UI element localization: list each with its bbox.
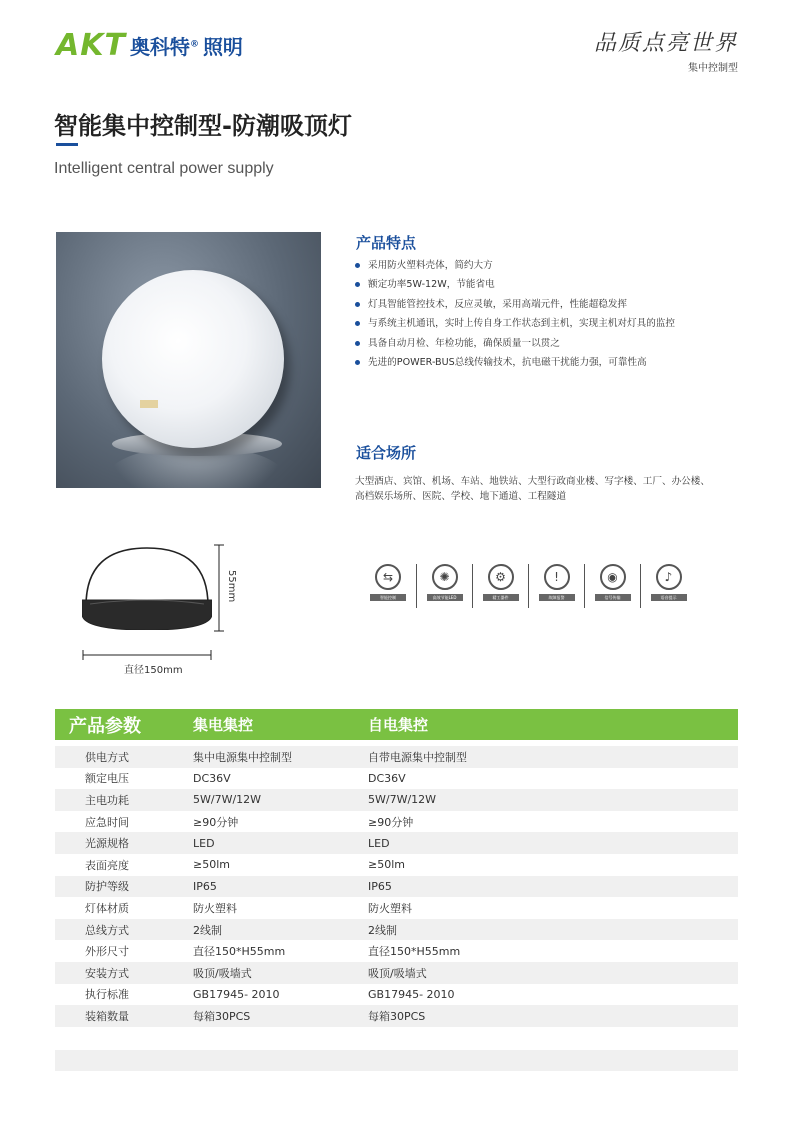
table-row	[55, 940, 738, 962]
param-value: ≥50lm	[193, 858, 230, 872]
icon-tag: 信号传输	[595, 594, 631, 601]
table-row	[55, 746, 738, 768]
icon-cell-signal	[584, 564, 640, 608]
param-name: 主电功耗	[85, 793, 129, 807]
param-value: GB17945- 2010	[193, 987, 280, 1001]
icon-cell-voice-prompt	[640, 564, 696, 608]
table-row	[55, 984, 738, 1006]
param-name: 装箱数量	[85, 1009, 129, 1023]
brand-logo	[56, 28, 243, 63]
logo-company-suffix: 照明	[202, 35, 243, 59]
components-icon: ⚙	[488, 564, 514, 590]
param-value: LED	[368, 836, 390, 850]
param-value: 防火塑料	[193, 901, 237, 915]
feature-item: 额定功率5W-12W，节能省电	[355, 278, 675, 297]
icon-cell-components	[472, 564, 528, 608]
parameter-table	[55, 709, 738, 1027]
icon-tag: 精工器件	[483, 594, 519, 601]
param-value: 吸顶/吸墙式	[193, 966, 252, 980]
lamp-diffuser	[102, 270, 284, 448]
width-label: 直径150mm	[124, 665, 183, 676]
param-name: 供电方式	[85, 750, 129, 764]
signal-icon: ◉	[600, 564, 626, 590]
param-value: 吸顶/吸墙式	[368, 966, 427, 980]
param-value: 直径150*H55mm	[368, 945, 461, 959]
slogan-category: 集中控制型	[688, 63, 738, 74]
width-dimension-line	[82, 649, 212, 661]
param-value: 2线制	[368, 923, 397, 937]
feature-item: 灯具智能管控技术，反应灵敏，采用高端元件，性能超稳发挥	[355, 298, 675, 317]
table-row	[55, 832, 738, 854]
table-row	[55, 789, 738, 811]
table-row	[55, 876, 738, 898]
features-list	[355, 259, 675, 375]
lamp-badge	[140, 400, 158, 408]
logo-mark: AKT	[56, 28, 126, 63]
icon-cell-smart-control	[360, 564, 416, 608]
param-value: GB17945- 2010	[368, 987, 455, 1001]
param-name: 光源规格	[85, 837, 129, 851]
icon-tag: 高效节能LED	[427, 594, 463, 601]
icon-cell-fault-alarm	[528, 564, 584, 608]
param-value: ≥50lm	[368, 858, 405, 872]
param-value: 2线制	[193, 923, 222, 937]
param-name: 额定电压	[85, 772, 129, 786]
icon-tag: 语音提示	[651, 594, 687, 601]
table-row	[55, 962, 738, 984]
table-header-cell: 集电集控	[193, 716, 254, 734]
smart-control-icon: ⇆	[375, 564, 401, 590]
slogan	[594, 26, 738, 74]
dimension-drawing	[82, 544, 212, 630]
feature-item: 先进的POWER-BUS总线传输技术，抗电磁干扰能力强，可靠性高	[355, 356, 675, 375]
logo-company-name: 奥科特®	[129, 35, 199, 59]
param-value: 每箱30PCS	[368, 1009, 426, 1023]
table-row	[55, 854, 738, 876]
table-row	[55, 1005, 738, 1027]
param-name: 总线方式	[85, 923, 129, 937]
table-header-cell: 自电集控	[368, 716, 429, 734]
param-value: 自带电源集中控制型	[368, 750, 467, 764]
fault-alarm-icon: !	[544, 564, 570, 590]
table-row	[55, 897, 738, 919]
param-value: 5W/7W/12W	[193, 793, 262, 807]
feature-item: 采用防火塑料壳体，简约大方	[355, 259, 675, 278]
param-name: 灯体材质	[85, 901, 129, 915]
page-title: 智能集中控制型-防潮吸顶灯	[54, 112, 352, 140]
param-name: 外形尺寸	[85, 945, 129, 959]
feature-item: 与系统主机通讯，实时上传自身工作状态到主机，实现主机对灯具的监控	[355, 317, 675, 336]
features-heading: 产品特点	[356, 234, 417, 252]
product-photo	[56, 232, 321, 488]
param-name: 安装方式	[85, 966, 129, 980]
param-value: ≥90分钟	[368, 815, 414, 829]
table-row	[55, 919, 738, 941]
table-row	[55, 768, 738, 790]
param-name: 应急时间	[85, 815, 129, 829]
param-value: 5W/7W/12W	[368, 793, 437, 807]
param-name: 执行标准	[85, 988, 129, 1002]
param-value: DC36V	[368, 771, 406, 785]
page-subtitle: Intelligent central power supply	[54, 160, 274, 177]
height-dimension-line	[212, 544, 226, 632]
title-underline	[56, 143, 78, 146]
param-value: LED	[193, 836, 215, 850]
height-label: 55mm	[226, 570, 237, 603]
table-footer-bar	[55, 1050, 738, 1071]
icon-tag: 故障报警	[539, 594, 575, 601]
places-heading: 适合场所	[356, 444, 417, 462]
param-value: DC36V	[193, 771, 231, 785]
places-text: 大型酒店、宾馆、机场、车站、地铁站、大型行政商业楼、写字楼、工厂、办公楼、高档娱乐场所、医院、学校、地下通道、工程隧道	[355, 476, 710, 502]
param-value: ≥90分钟	[193, 815, 239, 829]
param-value: 直径150*H55mm	[193, 945, 286, 959]
param-value: 集中电源集中控制型	[193, 750, 292, 764]
feature-item: 具备自动月检、年检功能，确保质量一以贯之	[355, 337, 675, 356]
param-value: IP65	[368, 879, 392, 893]
table-header	[55, 709, 738, 740]
param-name: 表面亮度	[85, 858, 129, 872]
led-light-icon: ✺	[432, 564, 458, 590]
param-name: 防护等级	[85, 880, 129, 894]
slogan-text: 品质点亮世界	[593, 31, 738, 56]
param-value: 防火塑料	[368, 901, 412, 915]
voice-prompt-icon: ♪	[656, 564, 682, 590]
icon-tag: 智能控制	[370, 594, 406, 601]
table-row	[55, 811, 738, 833]
param-value: IP65	[193, 879, 217, 893]
table-header-cell: 产品参数	[69, 715, 141, 737]
icon-cell-led	[416, 564, 472, 608]
feature-icons	[360, 564, 696, 608]
param-value: 每箱30PCS	[193, 1009, 251, 1023]
